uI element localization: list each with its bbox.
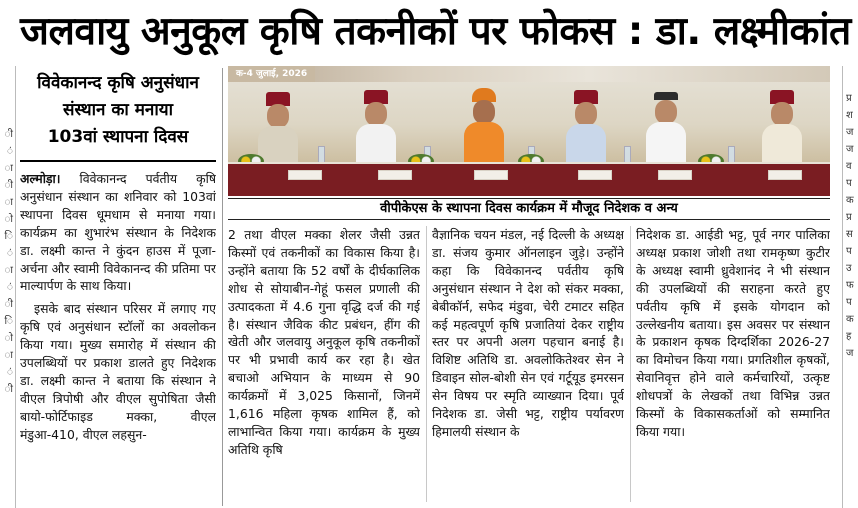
sub-heading — [20, 70, 216, 162]
edge-fragment-text: प — [846, 178, 852, 189]
edge-fragment-text: ं — [7, 367, 13, 378]
edge-fragment-text: ि — [4, 231, 13, 242]
article-column-4 — [636, 226, 830, 506]
edge-fragment-text: ज — [846, 127, 854, 138]
edge-fragment-text: ज — [846, 348, 854, 359]
article-paragraph: वैज्ञानिक चयन मंडल, नई दिल्ली के अध्यक्ष डा. संजय कुमार ऑनलाइन जुड़े। उन्होंने कहा कि विवेकानन्द पर्वतीय कृषि अनुसंधान संस्थान ने देश को संकर मक्का, बेबीकॉर्न, सफेद मंडुवा, चेरी टमाटर सहित कई महत्वपूर्ण कृषि प्रजातियां देकर राष्ट्रीय स्तर पर अपनी अलग पहचान बनाई है। विशिष्ट अतिथि डा. अवलोकितेश्वर सेन ने डिवाइन सोल-बोशी सेन एवं गर्टूयूड इमरसन सेन विषय पर स्मृति व्याख्यान दिया। पूर्व निदेशक डा. जेसी भट्ट, राष्ट्रीय पर्यावरण हिमालयी संस्थान के — [432, 227, 624, 439]
edge-fragment-text: व — [846, 161, 852, 172]
edge-fragment-text: ं — [7, 282, 13, 293]
edge-fragment-text: प — [846, 297, 852, 308]
edge-fragment-text: प्र — [846, 93, 852, 104]
edge-fragment-text: ो — [4, 333, 13, 344]
edge-fragment-text: ो — [4, 214, 13, 225]
article-paragraph: इसके बाद संस्थान परिसर में लगाए गए कृषि एवं अनुसंधान स्टॉलों का अवलोकन किया गया। मुख्य समारोह में संस्थान की उपलब्धियों पर प्रकाश डालते हुए निदेशक डा. लक्ष्मी कान्त ने बताया कि संस्थान ने वीएल त्रिपोषी और वीएल सुपोषिता जैसी बायो-फोर्टिफाइड मक्का, वीएल मंडुआ-410, वीएल लहसुन- — [20, 301, 216, 442]
edge-fragment-text: स — [846, 229, 853, 240]
edge-fragment-text: ं — [7, 146, 13, 157]
nameplate — [658, 170, 692, 180]
edge-fragment-text: श — [846, 110, 853, 121]
edge-fragment-text: क — [846, 314, 854, 325]
nameplate — [378, 170, 412, 180]
article-paragraph: 2 तथा वीएल मक्का शेलर जैसी उन्नत किस्मों एवं तकनीकों का विकास किया है। उन्होंने बताया कि 52 वर्षों के दीर्घकालिक शोध से सोयाबीन-गेहूं फसल प्रणाली की उत्पादकता में 4.6 गुना वृद्धि दर्ज की गई है। संस्थान जैविक कीट प्रबंधन, हींग की खेती और जलवायु अनुकूल कृषि तकनीकों पर भी प्रभावी कार्य कर रहा है। खेत बचाओ अभियान के माध्यम से 90 कार्यक्रमों में 3,025 किसानों, जिनमें 1,616 महिला कृषक शामिल हैं, को लाभान्वित किया गया। कार्यक्रम के मुख्य अतिथि कृषि — [228, 227, 420, 457]
edge-fragment-text: ी — [4, 299, 13, 310]
article-paragraph: निदेशक डा. आईडी भट्ट, पूर्व नगर पालिका अध्यक्ष प्रकाश जोशी तथा रामकृष्ण कुटीर के अध्यक्ष स्वामी ध्रुवेशानंद ने भी संस्थान की उपलब्धियों की सराहना करते हुए पर्वतीय कृषि में इसके योगदान को उल्लेखनीय बताया। इस अवसर पर संस्थान के प्रकाशन कृषक दिग्दर्शिका 2026-27 का विमोचन किया गया। प्रगतिशील कृषकों, सेवानिवृत्त होने वाले कर्मचारियों, उत्कृष्ट शोधपत्रों के लेखकों तथा विभिन्न उन्नत किस्मों के विकासकर्ताओं को सम्मानित किया गया। — [636, 227, 830, 439]
edge-fragment-text: ी — [4, 180, 13, 191]
edge-fragment-text: ा — [4, 350, 13, 361]
edge-fragment-text: ह — [846, 331, 852, 342]
paragraph-text: विवेकानन्द पर्वतीय कृषि अनुसंधान संस्थान का शनिवार को 103वां स्थापना दिवस धूमधाम से मनाया गया। कार्यक्रम का शुभारंभ संस्थान के निदेशक डा. लक्ष्मी कान्त ने कुंदन हाउस में पूजा-अर्चना और स्वामी विवेकानन्द की प्रतिमा पर माल्यार्पण के साथ किया। — [20, 171, 216, 294]
photo-date-banner: क-4 जुलाई, 2026 — [228, 66, 315, 82]
edge-fragment-text: प — [846, 246, 852, 257]
nameplate — [474, 170, 508, 180]
nameplate — [768, 170, 802, 180]
sub-heading-line: संस्थान का मनाया — [62, 100, 174, 120]
edge-fragment-text: ा — [4, 197, 13, 208]
article-column-3 — [432, 226, 624, 506]
headline: जलवायु अनुकूल कृषि तकनीकों पर फोकस : डा. लक्ष्मीकांत — [20, 9, 851, 54]
edge-fragment-text: ा — [4, 163, 13, 174]
nameplate — [578, 170, 612, 180]
photo-banner-strip — [228, 66, 830, 82]
article-column-1 — [20, 170, 216, 506]
adjacent-column-right-fragment — [842, 66, 858, 508]
edge-fragment-text: ी — [4, 129, 13, 140]
edge-fragment-text: फ — [846, 280, 854, 291]
article-paragraph — [20, 170, 216, 295]
nameplate — [288, 170, 322, 180]
column-divider — [630, 226, 631, 502]
edge-fragment-text: ि — [4, 316, 13, 327]
edge-fragment-text: प्र — [846, 212, 852, 223]
column-divider — [426, 226, 427, 502]
sub-heading-line: 103वां स्थापना दिवस — [47, 127, 189, 147]
edge-fragment-text: उ — [846, 263, 852, 274]
adjacent-column-left-fragment — [0, 66, 16, 508]
edge-fragment-text: ी — [4, 384, 13, 395]
article-column-2 — [228, 226, 420, 506]
edge-fragment-text: ं — [7, 248, 13, 259]
sub-heading-rule — [20, 160, 216, 162]
edge-fragment-text: ा — [4, 265, 13, 276]
photo-caption: वीपीकेएस के स्थापना दिवस कार्यक्रम में मौजूद निदेशक व अन्य — [228, 198, 830, 220]
event-photo — [228, 66, 830, 196]
sub-heading-line: विवेकानन्द कृषि अनुसंधान — [37, 73, 199, 93]
table-cloth — [228, 164, 830, 196]
edge-fragment-text: क — [846, 195, 854, 206]
dateline: अल्मोड़ा। — [20, 171, 61, 186]
column-divider — [222, 68, 223, 506]
edge-fragment-text: ज — [846, 144, 854, 155]
